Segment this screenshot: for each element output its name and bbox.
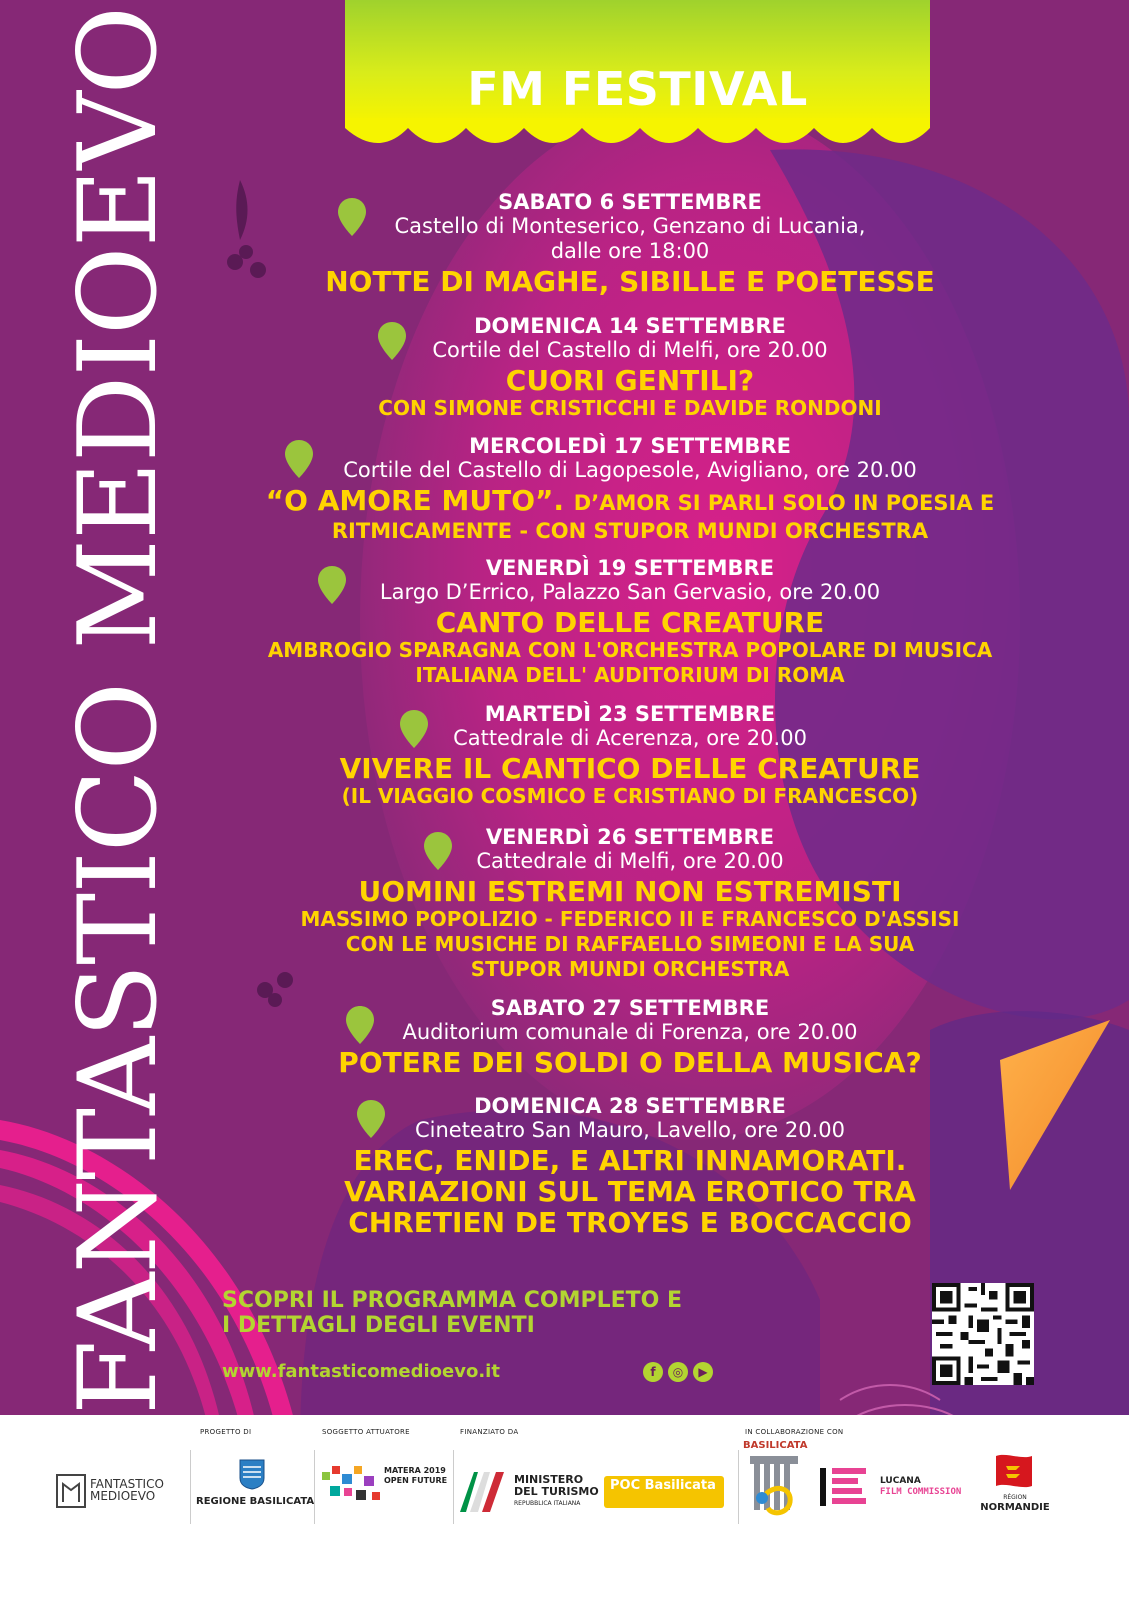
event-title-rest: D’AMOR SI PARLI SOLO IN POESIA E — [573, 491, 995, 515]
event-2 — [230, 314, 1030, 421]
normandie-text — [980, 1494, 1050, 1514]
ministero-line: REPUBBLICA ITALIANA — [514, 1500, 581, 1507]
event-venue-time: dalle ore 18:00 — [550, 239, 710, 263]
label-soggetto: SOGGETTO ATTUATORE — [322, 1428, 410, 1436]
event-venue: Cattedrale di Melfi, ore 20.00 — [476, 849, 784, 873]
event-subtitle: MASSIMO POPOLIZIO - FEDERICO II E FRANCESCO D'ASSISI — [300, 907, 960, 931]
divider — [314, 1450, 315, 1524]
event-1 — [230, 190, 1030, 297]
event-title: “O AMORE MUTO”. — [265, 484, 565, 517]
event-title-line — [230, 485, 1030, 519]
normandie-flag-icon — [994, 1452, 1034, 1492]
regione-basilicata-crest-icon — [238, 1458, 266, 1490]
event-venue: Largo D’Errico, Palazzo San Gervasio, ore 20.00 — [379, 580, 881, 604]
event-subtitle: AMBROGIO SPARAGNA CON L'ORCHESTRA POPOLARE DI MUSICA — [267, 638, 993, 662]
event-date: DOMENICA 28 SETTEMBRE — [474, 1094, 786, 1118]
event-title: POTERE DEI SOLDI O DELLA MUSICA? — [338, 1046, 922, 1079]
event-title: EREC, ENIDE, E ALTRI INNAMORATI. — [353, 1144, 907, 1177]
event-5 — [230, 702, 1030, 809]
event-date: SABATO 6 SETTEMBRE — [498, 190, 762, 214]
event-title: UOMINI ESTREMI NON ESTREMISTI — [358, 875, 902, 908]
event-venue: Auditorium comunale di Forenza, ore 20.00 — [402, 1020, 858, 1044]
event-date: VENERDÌ 19 SETTEMBRE — [485, 556, 775, 580]
facebook-icon[interactable]: f — [643, 1362, 663, 1382]
matera-text — [384, 1466, 447, 1486]
event-subtitle: (IL VIAGGIO COSMICO E CRISTIANO DI FRANCESCO) — [341, 784, 919, 808]
event-4 — [230, 556, 1030, 688]
lucana-film-text — [880, 1476, 961, 1498]
festival-title: FM FESTIVAL — [467, 62, 808, 116]
event-title: NOTTE DI MAGHE, SIBILLE E POETESSE — [325, 265, 935, 298]
event-venue: Cineteatro San Mauro, Lavello, ore 20.00 — [414, 1118, 846, 1142]
normandie-line: NORMANDIE — [980, 1502, 1050, 1513]
basilicata-turistica-text: BASILICATA — [743, 1440, 808, 1451]
italian-flag-icon — [460, 1472, 508, 1512]
poc-text: POC Basilicata — [610, 1478, 716, 1493]
banner-scallop — [345, 118, 930, 154]
event-venue: Cattedrale di Acerenza, ore 20.00 — [453, 726, 807, 750]
event-date: SABATO 27 SETTEMBRE — [490, 996, 770, 1020]
instagram-icon[interactable]: ◎ — [668, 1362, 688, 1382]
lucana-film-commission-logo-icon — [818, 1466, 868, 1508]
poc-basilicata-logo — [604, 1476, 724, 1508]
event-date: DOMENICA 14 SETTEMBRE — [474, 314, 786, 338]
cta-line: I DETTAGLI DEGLI EVENTI — [222, 1313, 535, 1338]
event-date: MERCOLEDÌ 17 SETTEMBRE — [469, 434, 791, 458]
call-to-action — [222, 1288, 782, 1338]
event-venue: Castello di Monteserico, Genzano di Lucania, — [394, 214, 866, 238]
event-8 — [230, 1094, 1030, 1238]
normandie-line: RÉGION — [1003, 1494, 1027, 1501]
divider — [453, 1450, 454, 1524]
fm-logo-text — [90, 1478, 164, 1502]
event-title: VIVERE IL CANTICO DELLE CREATURE — [339, 752, 921, 785]
event-title: VARIAZIONI SUL TEMA EROTICO TRA — [344, 1175, 916, 1208]
event-subtitle: ITALIANA DELL' AUDITORIUM DI ROMA — [415, 663, 845, 687]
lucana-line: LUCANA — [880, 1476, 921, 1486]
fantastico-medioevo-logo-icon — [56, 1474, 86, 1508]
qr-code[interactable] — [932, 1283, 1034, 1385]
event-7 — [230, 996, 1030, 1078]
youtube-icon[interactable]: ▶ — [693, 1362, 713, 1382]
event-subtitle: STUPOR MUNDI ORCHESTRA — [470, 957, 790, 981]
event-venue: Cortile del Castello di Lagopesole, Avigliano, ore 20.00 — [343, 458, 917, 482]
label-finanziato: FINANZIATO DA — [460, 1428, 519, 1436]
fm-logo-line: MEDIOEVO — [90, 1489, 156, 1503]
ministero-line: MINISTERO — [514, 1473, 584, 1486]
matera-2019-logo-icon — [320, 1464, 382, 1506]
event-6 — [230, 825, 1030, 982]
event-subtitle: CON SIMONE CRISTICCHI E DAVIDE RONDONI — [378, 396, 882, 420]
event-date: VENERDÌ 26 SETTEMBRE — [485, 825, 775, 849]
regione-basilicata-text: REGIONE BASILICATA — [196, 1496, 315, 1507]
matera-line: OPEN FUTURE — [384, 1476, 448, 1485]
fm-logo-line: FANTASTICO — [90, 1477, 164, 1491]
matera-line: MATERA 2019 — [384, 1466, 446, 1475]
lucana-line: FILM COMMISSION — [880, 1487, 962, 1497]
cta-line: SCOPRI IL PROGRAMMA COMPLETO E — [222, 1288, 683, 1313]
label-progetto: PROGETTO DI — [200, 1428, 252, 1436]
ministero-text — [514, 1474, 599, 1510]
event-subtitle: RITMICAMENTE - CON STUPOR MUNDI ORCHESTRA — [331, 519, 929, 543]
event-3 — [230, 434, 1030, 544]
event-title: CHRETIEN DE TROYES E BOCCACCIO — [348, 1206, 912, 1239]
event-date: MARTEDÌ 23 SETTEMBRE — [484, 702, 776, 726]
divider — [738, 1450, 739, 1524]
vertical-title: FANTASTICO MEDIOEVO — [56, 6, 181, 1415]
event-subtitle: CON LE MUSICHE DI RAFFAELLO SIMEONI E LA SUA — [345, 932, 915, 956]
event-venue: Cortile del Castello di Melfi, ore 20.00 — [432, 338, 828, 362]
ministero-line: DEL TURISMO — [514, 1485, 599, 1498]
basilicata-turistica-logo-icon — [746, 1454, 802, 1520]
website-link[interactable]: www.fantasticomedioevo.it — [222, 1361, 500, 1382]
event-title: CUORI GENTILI? — [505, 364, 755, 397]
divider — [190, 1450, 191, 1524]
label-collaborazione: IN COLLABORAZIONE CON — [745, 1428, 844, 1436]
event-title: CANTO DELLE CREATURE — [435, 606, 825, 639]
